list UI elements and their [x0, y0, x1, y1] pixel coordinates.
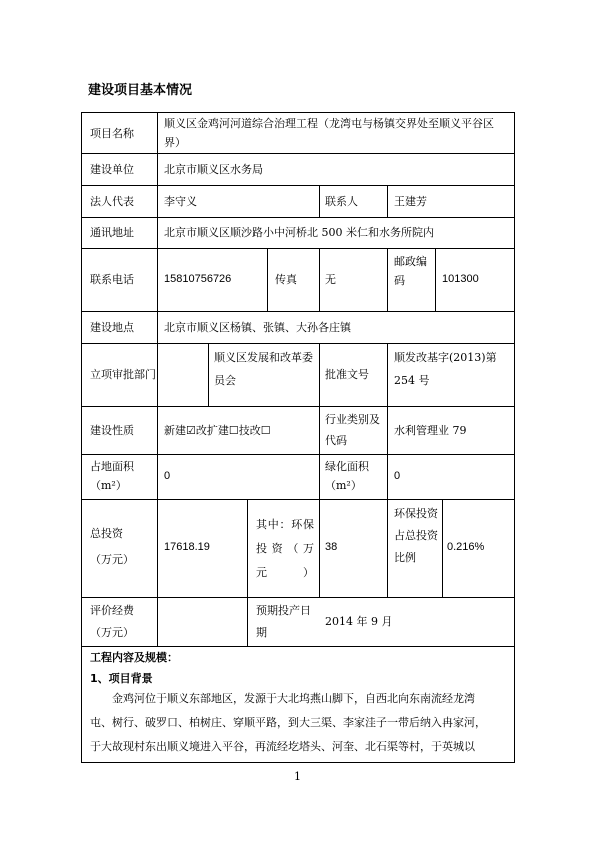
fax-label: 传真 — [275, 273, 297, 286]
site-value: 北京市顺义区杨镇、张镇、大孙各庄镇 — [164, 321, 351, 334]
row-divider — [81, 185, 515, 186]
col-divider — [319, 343, 320, 406]
row-divider — [81, 217, 515, 218]
green-area-value: 0 — [394, 470, 401, 482]
col-divider — [319, 248, 320, 311]
env-invest-value: 38 — [325, 541, 338, 553]
fax-value: 无 — [325, 273, 336, 286]
legal-rep-label: 法人代表 — [90, 195, 134, 208]
contact-value: 王建芳 — [394, 195, 427, 208]
project-name-label: 项目名称 — [90, 127, 134, 140]
row-divider — [81, 153, 515, 154]
row-divider — [81, 406, 515, 407]
page-title: 建设项目基本情况 — [88, 83, 193, 98]
approval-dept-value: 顺义区发展和改革委员会 — [214, 351, 313, 387]
section-subheading: 1、项目背景 — [90, 672, 153, 685]
investment-unit: （万元） — [90, 553, 134, 566]
approval-dept-label: 立项审批部门 — [90, 368, 156, 381]
page-number: 1 — [294, 770, 301, 783]
col-divider — [247, 499, 248, 646]
address-value: 北京市顺义区顺沙路小中河桥北 500 米仁和水务所院内 — [164, 226, 434, 239]
row-divider — [81, 646, 515, 647]
green-area-unit: （m²） — [325, 479, 362, 492]
legal-rep-value: 李守义 — [164, 195, 197, 208]
col-divider — [435, 248, 436, 311]
env-ratio-value: 0.216% — [447, 541, 485, 553]
body-line-3: 于大故现村东出顺义境进入平谷，再流经圪塔头、河奎、北石渠等村，于英城以 — [90, 740, 475, 753]
row-divider — [81, 597, 515, 598]
operation-label: 预期投产日期 — [256, 604, 311, 639]
investment-value: 17618.19 — [164, 541, 210, 553]
nature-value: 新建☑改扩建☐技改☐ — [164, 424, 271, 437]
col-divider — [319, 499, 320, 597]
address-label: 通讯地址 — [90, 226, 134, 239]
body-line-1: 金鸡河位于顺义东部地区，发源于大北坞燕山脚下，自西北向东南流经龙湾 — [112, 692, 475, 705]
body-line-2: 屯、树行、破罗口、柏树庄、穿顺平路，到大三渠、李家洼子一带后纳入冉家河， — [90, 716, 486, 729]
industry-label: 行业类别及代码 — [325, 413, 380, 447]
land-area-value: 0 — [164, 470, 171, 482]
section-heading: 工程内容及规模： — [90, 651, 178, 664]
project-name-value: 顺义区金鸡河河道综合治理工程（龙湾屯与杨镇交界处至顺义平谷区界） — [164, 117, 494, 149]
col-divider — [157, 112, 158, 646]
col-divider — [319, 406, 320, 499]
builder-value: 北京市顺义区水务局 — [164, 163, 263, 176]
col-divider — [267, 248, 268, 311]
col-divider — [208, 343, 209, 406]
approval-no-label: 批准文号 — [325, 368, 369, 381]
col-divider — [442, 499, 443, 597]
land-area-label: 占地面积 — [90, 460, 134, 473]
row-divider — [81, 454, 515, 455]
col-divider — [387, 406, 388, 499]
builder-label: 建设单位 — [90, 163, 134, 176]
nature-label: 建设性质 — [90, 424, 134, 437]
row-divider — [81, 343, 515, 344]
phone-label: 联系电话 — [90, 273, 134, 286]
operation-value: 2014 年 9 月 — [325, 615, 393, 628]
investment-label: 总投资 — [90, 527, 123, 540]
col-divider — [387, 499, 388, 597]
contact-label: 联系人 — [325, 195, 358, 208]
col-divider — [319, 185, 320, 217]
row-divider — [81, 499, 515, 500]
approval-no-value: 顺发改基字(2013)第 254 号 — [394, 351, 497, 387]
col-divider — [387, 343, 388, 406]
col-divider — [387, 248, 388, 311]
site-label: 建设地点 — [90, 321, 134, 334]
eval-fee-unit: （万元） — [90, 626, 134, 639]
row-divider — [81, 311, 515, 312]
industry-value: 水利管理业 79 — [394, 424, 467, 437]
phone-value: 15810756726 — [164, 273, 232, 285]
green-area-label: 绿化面积 — [325, 460, 369, 473]
env-ratio-label: 环保投资占总投资比例 — [394, 507, 438, 564]
land-area-unit: （m²） — [90, 479, 127, 492]
eval-fee-label: 评价经费 — [90, 604, 134, 617]
env-invest-label: 其中：环保投资（万元） — [256, 518, 314, 579]
postcode-value: 101300 — [442, 273, 479, 285]
postcode-label: 邮政编码 — [394, 255, 427, 287]
row-divider — [81, 248, 515, 249]
col-divider — [387, 185, 388, 217]
